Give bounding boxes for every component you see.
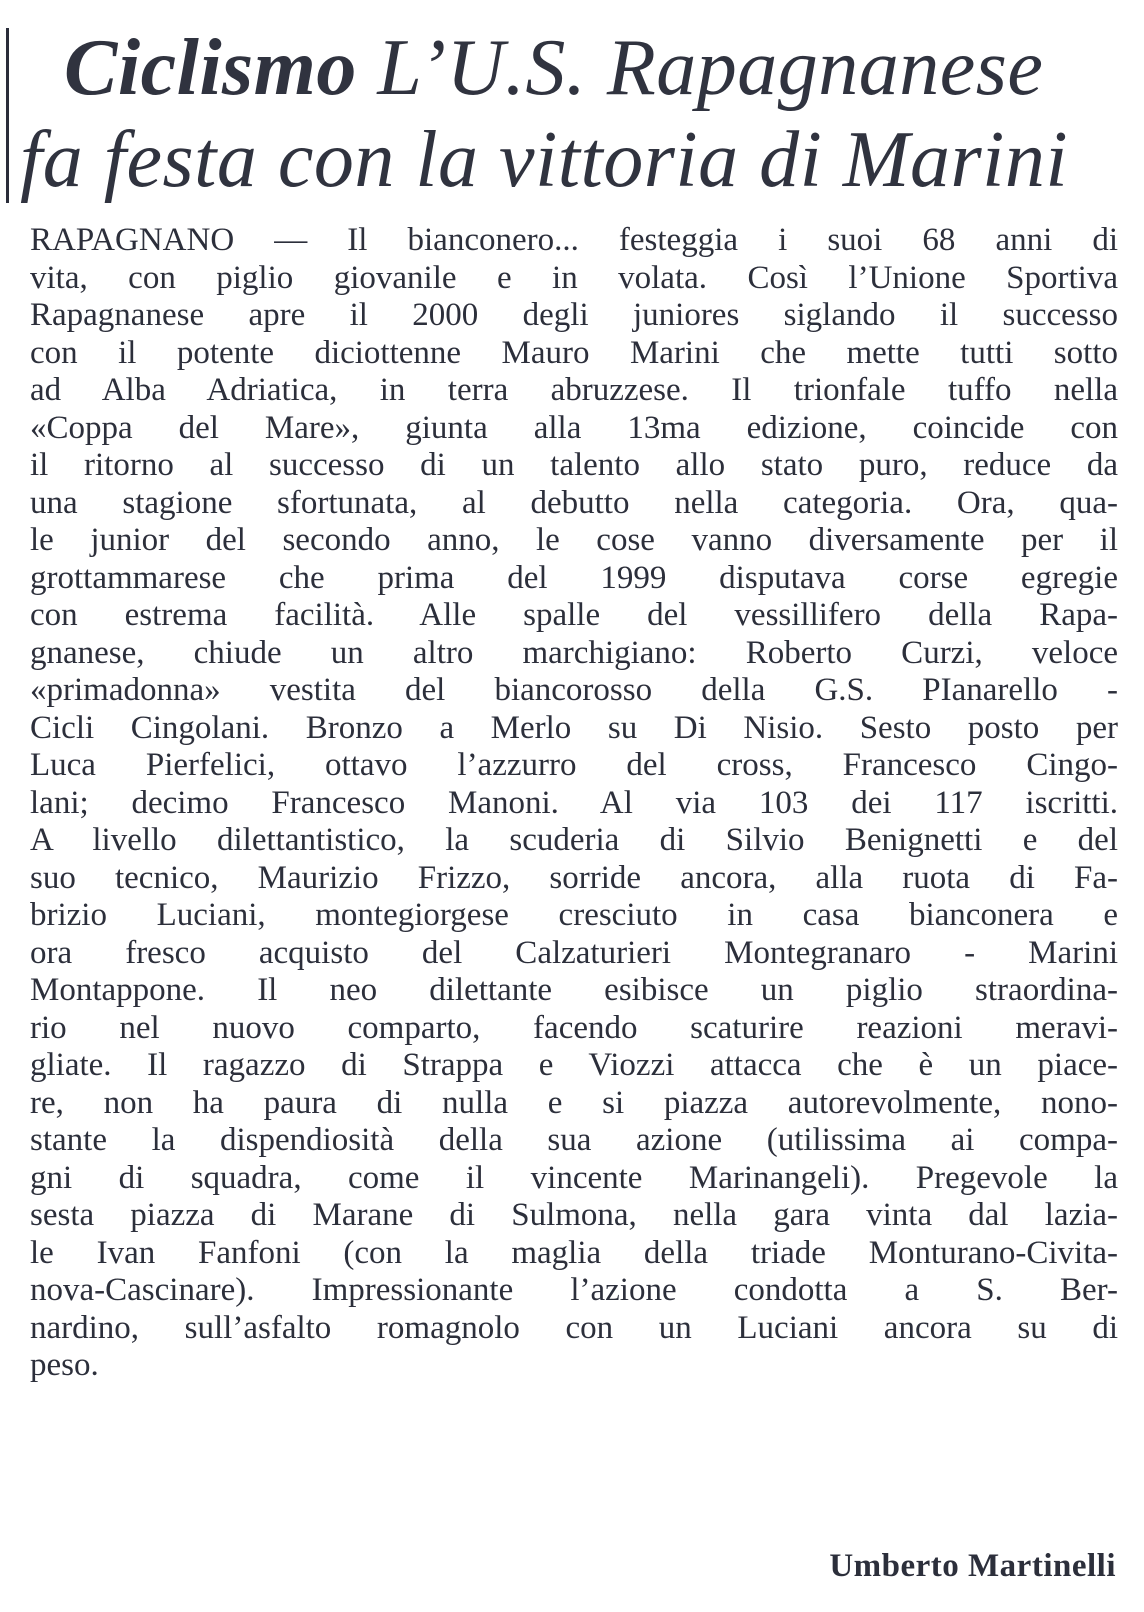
body-line: Rapagnanese apre il 2000 degli juniores siglando il successo (30, 297, 1118, 333)
body-line: con il potente diciottenne Mauro Marini che mette tutti sotto (30, 334, 1118, 371)
body-line: Montappone. Il neo dilettante esibisce un piglio straordina- (30, 972, 1118, 1008)
body-line: stante la dispendiosità della sua azione (utilissima ai compa- (30, 1122, 1118, 1158)
body-line: brizio Luciani, montegiorgese cresciuto in casa bianconera e (30, 897, 1118, 933)
headline-line-1 (20, 22, 1130, 114)
body-line: RAPAGNANO — Il bianconero... festeggia i suoi 68 anni di (30, 222, 1118, 258)
body-line: lani; decimo Francesco Manoni. Al via 103 dei 117 iscritti. (30, 784, 1118, 821)
body-line: nova-Cascinare). Impressionante l’azione condotta a S. Ber- (30, 1272, 1118, 1308)
body-line: Luca Pierfelici, ottavo l’azzurro del cross, Francesco Cingo- (30, 747, 1118, 783)
headline-kicker: Ciclismo (64, 24, 357, 112)
body-line: gliate. Il ragazzo di Strappa e Viozzi attacca che è un piace- (30, 1047, 1118, 1083)
body-line: rio nel nuovo comparto, facendo scaturire reazioni meravi- (30, 1009, 1118, 1046)
body-line: gni di squadra, come il vincente Marinangeli). Pregevole la (30, 1159, 1118, 1196)
headline-line-2: fa festa con la vittoria di Marini (20, 116, 1069, 204)
body-line: le Ivan Fanfoni (con la maglia della triade Monturano-Civita- (30, 1234, 1118, 1271)
body-line: gnanese, chiude un altro marchigiano: Roberto Curzi, veloce (30, 634, 1118, 671)
body-line: «primadonna» vestita del biancorosso della G.S. PIanarello - (30, 672, 1118, 708)
body-line: ad Alba Adriatica, in terra abruzzese. Il trionfale tuffo nella (30, 372, 1118, 408)
body-line: il ritorno al successo di un talento allo stato puro, reduce da (30, 447, 1118, 483)
headline (20, 22, 1130, 206)
article-body (30, 222, 1118, 1385)
body-line: Cicli Cingolani. Bronzo a Merlo su Di Nisio. Sesto posto per (30, 709, 1118, 746)
body-line: sesta piazza di Marane di Sulmona, nella gara vinta dal lazia- (30, 1197, 1118, 1233)
body-line: una stagione sfortunata, al debutto nella categoria. Ora, qua- (30, 484, 1118, 521)
body-line: le junior del secondo anno, le cose vanno diversamente per il (30, 522, 1118, 558)
body-line: suo tecnico, Maurizio Frizzo, sorride ancora, alla ruota di Fa- (30, 859, 1118, 896)
body-line: A livello dilettantistico, la scuderia di Silvio Benignetti e del (30, 822, 1118, 858)
headline-line-1-rest: L’U.S. Rapagnanese (377, 24, 1044, 112)
body-line: «Coppa del Mare», giunta alla 13ma edizione, coincide con (30, 409, 1118, 446)
body-line: ora fresco acquisto del Calzaturieri Montegranaro - Marini (30, 934, 1118, 971)
body-line: grottammarese che prima del 1999 disputava corse egregie (30, 559, 1118, 596)
body-line: peso. (30, 1347, 99, 1383)
body-line: nardino, sull’asfalto romagnolo con un Luciani ancora su di (30, 1309, 1118, 1346)
column-rule (6, 28, 9, 203)
body-line: con estrema facilità. Alle spalle del vessillifero della Rapa- (30, 597, 1118, 633)
byline: Umberto Martinelli (829, 1548, 1116, 1584)
body-line: vita, con piglio giovanile e in volata. Così l’Unione Sportiva (30, 259, 1118, 296)
body-line: re, non ha paura di nulla e si piazza autorevolmente, nono- (30, 1084, 1118, 1121)
